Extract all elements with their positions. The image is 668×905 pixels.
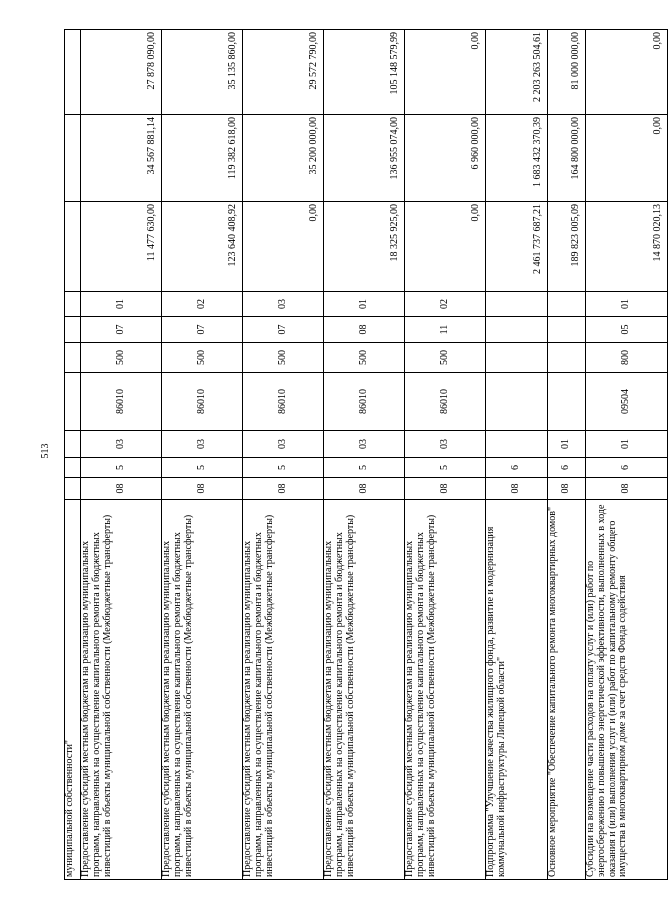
amount-cell: 2 203 263 504,61 (486, 30, 548, 115)
code-cell: 01 (586, 292, 668, 317)
code-cell (65, 343, 81, 373)
code-cell: 08 (486, 478, 548, 500)
code-cell: 08 (405, 478, 486, 500)
code-cell (65, 478, 81, 500)
table-row (548, 30, 586, 880)
code-cell: 01 (548, 431, 586, 458)
table-row (405, 30, 486, 880)
code-cell: 03 (81, 431, 162, 458)
code-cell: 500 (243, 343, 324, 373)
code-cell (65, 292, 81, 317)
amount-cell: 18 325 925,00 (324, 202, 405, 292)
code-cell: 03 (243, 292, 324, 317)
code-cell (548, 317, 586, 343)
code-cell: 01 (81, 292, 162, 317)
code-cell: 07 (243, 317, 324, 343)
amount-cell (65, 30, 81, 115)
code-cell: 03 (324, 431, 405, 458)
code-cell: 500 (162, 343, 243, 373)
rotated-table-wrapper (64, 30, 664, 880)
amount-cell: 35 135 860,00 (162, 30, 243, 115)
code-cell: 5 (405, 458, 486, 478)
table-row (486, 30, 548, 880)
code-cell: 5 (243, 458, 324, 478)
row-name: Предоставление субсидий местным бюджетам на реализацию муниципальных программ, направленных на осуществление капитального ремонта и бюджетных инвестиций в объекты муниципальной собственности (Межбюджетные трансферты) (243, 500, 324, 880)
code-cell: 02 (162, 292, 243, 317)
row-name: Предоставление субсидий местным бюджетам на реализацию муниципальных программ, направленных на осуществление капитального ремонта и бюджетных инвестиций в объекты муниципальной собственности (Межбюджетные трансферты) (81, 500, 162, 880)
code-cell (486, 317, 548, 343)
amount-cell (65, 202, 81, 292)
code-cell: 5 (162, 458, 243, 478)
amount-cell: 81 000 000,00 (548, 30, 586, 115)
code-cell: 08 (548, 478, 586, 500)
table-row (243, 30, 324, 880)
code-cell: 09504 (586, 373, 668, 431)
code-cell (548, 343, 586, 373)
code-cell (548, 373, 586, 431)
amount-cell: 0,00 (405, 30, 486, 115)
code-cell: 03 (243, 431, 324, 458)
code-cell: 03 (162, 431, 243, 458)
code-cell: 86010 (162, 373, 243, 431)
code-cell (65, 431, 81, 458)
amount-cell: 0,00 (586, 115, 668, 202)
budget-table (64, 29, 668, 880)
amount-cell: 1 683 432 370,39 (486, 115, 548, 202)
amount-cell: 29 572 790,00 (243, 30, 324, 115)
code-cell: 07 (162, 317, 243, 343)
code-cell: 02 (405, 292, 486, 317)
code-cell: 08 (586, 478, 668, 500)
amount-cell: 34 567 881,14 (81, 115, 162, 202)
code-cell: 08 (324, 478, 405, 500)
amount-cell: 2 461 737 687,21 (486, 202, 548, 292)
code-cell: 5 (81, 458, 162, 478)
amount-cell: 6 960 000,00 (405, 115, 486, 202)
code-cell: 86010 (81, 373, 162, 431)
code-cell (486, 292, 548, 317)
amount-cell: 27 878 090,00 (81, 30, 162, 115)
amount-cell: 0,00 (243, 202, 324, 292)
code-cell: 6 (586, 458, 668, 478)
page-number: 513 (40, 443, 51, 459)
amount-cell: 123 640 408,92 (162, 202, 243, 292)
code-cell: 6 (486, 458, 548, 478)
code-cell: 08 (162, 478, 243, 500)
code-cell: 05 (586, 317, 668, 343)
code-cell (65, 373, 81, 431)
code-cell (548, 292, 586, 317)
code-cell: 07 (81, 317, 162, 343)
amount-cell: 0,00 (405, 202, 486, 292)
table-row (81, 30, 162, 880)
code-cell (65, 317, 81, 343)
row-name: муниципальной собственности" (65, 500, 81, 880)
amount-cell: 0,00 (586, 30, 668, 115)
code-cell: 11 (405, 317, 486, 343)
table-row (162, 30, 243, 880)
amount-cell: 11 477 630,00 (81, 202, 162, 292)
code-cell (486, 373, 548, 431)
amount-cell: 164 800 000,00 (548, 115, 586, 202)
code-cell: 86010 (243, 373, 324, 431)
code-cell: 01 (324, 292, 405, 317)
code-cell (486, 431, 548, 458)
code-cell: 86010 (324, 373, 405, 431)
code-cell (65, 458, 81, 478)
table-row (324, 30, 405, 880)
row-name: Предоставление субсидий местным бюджетам на реализацию муниципальных программ, направленных на осуществление капитального ремонта и бюджетных инвестиций в объекты муниципальной собственности (Межбюджетные трансферты) (324, 500, 405, 880)
amount-cell: 35 200 000,00 (243, 115, 324, 202)
code-cell: 500 (81, 343, 162, 373)
amount-cell: 136 955 074,00 (324, 115, 405, 202)
table-row (586, 30, 668, 880)
row-name: Подпрограмма "Улучшение качества жилищного фонда, развитие и модернизация коммунальной инфраструктуры Липецкой области" (486, 500, 548, 880)
code-cell: 03 (405, 431, 486, 458)
code-cell: 08 (324, 317, 405, 343)
code-cell: 08 (81, 478, 162, 500)
code-cell: 6 (548, 458, 586, 478)
amount-cell (65, 115, 81, 202)
amount-cell: 189 823 005,09 (548, 202, 586, 292)
code-cell: 08 (243, 478, 324, 500)
row-name: Предоставление субсидий местным бюджетам на реализацию муниципальных программ, направленных на осуществление капитального ремонта и бюджетных инвестиций в объекты муниципальной собственности (Межбюджетные трансферты) (162, 500, 243, 880)
code-cell: 01 (586, 431, 668, 458)
code-cell: 500 (324, 343, 405, 373)
amount-cell: 105 148 579,99 (324, 30, 405, 115)
code-cell (486, 343, 548, 373)
code-cell: 800 (586, 343, 668, 373)
amount-cell: 14 870 020,13 (586, 202, 668, 292)
table-row (65, 30, 81, 880)
code-cell: 500 (405, 343, 486, 373)
row-name: Субсидии на возмещение части расходов на оплату услуг и (или) работ по энергосбережению и повышению энергетической эффективности, выполненных в ходе оказания и (или) выполнения услуг и (или) работ по капитальному ремонту общего имущества в многоквартирном доме за счет средств Фонда содействия (586, 500, 668, 880)
code-cell: 86010 (405, 373, 486, 431)
code-cell: 5 (324, 458, 405, 478)
row-name: Предоставление субсидий местным бюджетам на реализацию муниципальных программ, направленных на осуществление капитального ремонта и бюджетных инвестиций в объекты муниципальной собственности (Межбюджетные трансферты) (405, 500, 486, 880)
row-name: Основное мероприятие "Обеспечение капитального ремонта многоквартирных домов" (548, 500, 586, 880)
amount-cell: 119 382 618,00 (162, 115, 243, 202)
